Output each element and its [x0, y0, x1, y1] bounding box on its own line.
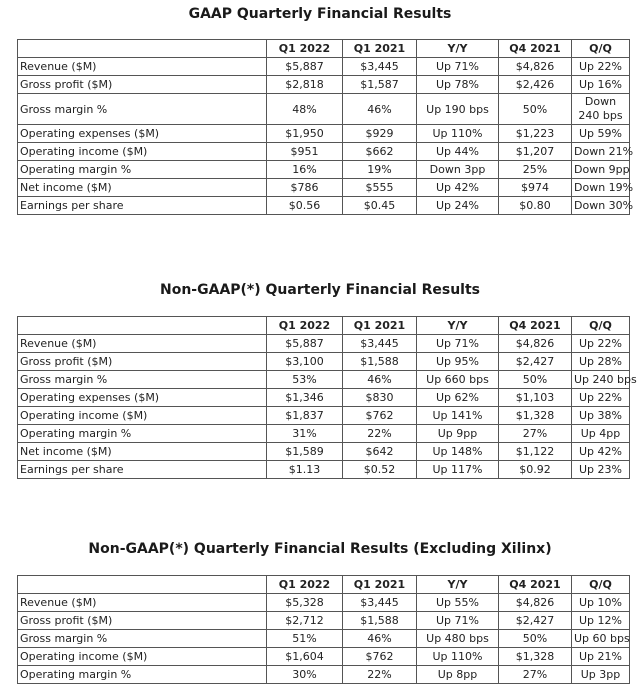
row-label: Earnings per share	[18, 197, 267, 215]
table-cell: Up 110%	[417, 648, 499, 666]
row-label: Operating expenses ($M)	[18, 125, 267, 143]
table-row	[18, 197, 630, 215]
table-cell: Up 22%	[572, 335, 630, 353]
table-cell: $0.45	[343, 197, 417, 215]
table-cell: $1,223	[499, 125, 572, 143]
table-cell: 27%	[499, 425, 572, 443]
gaap-section-title: GAAP Quarterly Financial Results	[188, 6, 452, 22]
table-header-row	[18, 317, 630, 335]
column-header: Q1 2022	[267, 576, 343, 594]
column-header: Q1 2022	[267, 317, 343, 335]
column-header: Q/Q	[572, 40, 630, 58]
table-cell: Up 3pp	[572, 666, 630, 684]
row-label: Operating margin %	[18, 666, 267, 684]
column-header: Q4 2021	[499, 576, 572, 594]
column-header: Q/Q	[572, 317, 630, 335]
table-cell: 50%	[499, 630, 572, 648]
table-cell: Up 71%	[417, 612, 499, 630]
row-label: Operating income ($M)	[18, 648, 267, 666]
table-cell: $4,826	[499, 594, 572, 612]
table-cell: $2,818	[267, 76, 343, 94]
row-label: Revenue ($M)	[18, 58, 267, 76]
table-cell: Up 16%	[572, 76, 630, 94]
table-cell: $1,103	[499, 389, 572, 407]
table-row	[18, 161, 630, 179]
table-cell: $974	[499, 179, 572, 197]
row-label: Net income ($M)	[18, 179, 267, 197]
column-header: Q1 2021	[343, 317, 417, 335]
gaap-results-table	[17, 39, 634, 215]
table-row	[18, 612, 630, 630]
non-gaap-excl-xilinx-section-title: Non-GAAP(*) Quarterly Financial Results (Excluding Xilinx)	[88, 541, 552, 557]
table-cell: Up 71%	[417, 335, 499, 353]
table-cell: $3,445	[343, 594, 417, 612]
table-cell: $762	[343, 407, 417, 425]
row-label: Revenue ($M)	[18, 335, 267, 353]
table-cell: Up 190 bps	[417, 94, 499, 125]
table-cell: $1,950	[267, 125, 343, 143]
column-header	[18, 40, 267, 58]
table-cell: Up 42%	[417, 179, 499, 197]
table-row	[18, 389, 630, 407]
table-cell: Down 30%	[572, 197, 630, 215]
table-cell: $762	[343, 648, 417, 666]
table-cell: $1.13	[267, 461, 343, 479]
table-cell: Up 9pp	[417, 425, 499, 443]
table-cell: $1,328	[499, 407, 572, 425]
table-cell: Up 78%	[417, 76, 499, 94]
table-cell: $830	[343, 389, 417, 407]
table-cell: $0.92	[499, 461, 572, 479]
row-label: Earnings per share	[18, 461, 267, 479]
table-cell: $1,837	[267, 407, 343, 425]
table-cell: Up 12%	[572, 612, 630, 630]
table-cell: $642	[343, 443, 417, 461]
table-cell: 22%	[343, 425, 417, 443]
non-gaap-section-title: Non-GAAP(*) Quarterly Financial Results	[160, 282, 480, 298]
row-label: Operating expenses ($M)	[18, 389, 267, 407]
table-cell: Up 660 bps	[417, 371, 499, 389]
table-cell: Up 10%	[572, 594, 630, 612]
row-label: Gross margin %	[18, 371, 267, 389]
table-cell: 46%	[343, 630, 417, 648]
table-cell: $1,328	[499, 648, 572, 666]
column-header: Q4 2021	[499, 40, 572, 58]
table-cell: $929	[343, 125, 417, 143]
row-label: Operating income ($M)	[18, 407, 267, 425]
column-header	[18, 317, 267, 335]
table-row	[18, 630, 630, 648]
table-cell: Down 21%	[572, 143, 630, 161]
table-row	[18, 179, 630, 197]
table-cell: $786	[267, 179, 343, 197]
table-cell: $1,588	[343, 612, 417, 630]
table-cell: $1,207	[499, 143, 572, 161]
table-cell: $951	[267, 143, 343, 161]
table-cell: Up 55%	[417, 594, 499, 612]
non-gaap-excl-xilinx-results-table	[17, 575, 630, 684]
table-cell: Up 21%	[572, 648, 630, 666]
table-cell: Up 62%	[417, 389, 499, 407]
table-row	[18, 125, 630, 143]
table-row	[18, 143, 630, 161]
row-label: Gross profit ($M)	[18, 76, 267, 94]
column-header: Q1 2022	[267, 40, 343, 58]
table-cell: 53%	[267, 371, 343, 389]
table-cell: $4,826	[499, 335, 572, 353]
row-label: Operating margin %	[18, 425, 267, 443]
table-cell: Up 44%	[417, 143, 499, 161]
table-row	[18, 594, 630, 612]
table-cell: Up 24%	[417, 197, 499, 215]
table-cell: $1,588	[343, 353, 417, 371]
table-cell: $5,887	[267, 58, 343, 76]
row-label: Gross profit ($M)	[18, 612, 267, 630]
table-cell: $0.52	[343, 461, 417, 479]
table-cell: 25%	[499, 161, 572, 179]
table-cell: Up 28%	[572, 353, 630, 371]
table-cell: $1,604	[267, 648, 343, 666]
column-header: Y/Y	[417, 40, 499, 58]
table-cell: $1,587	[343, 76, 417, 94]
table-cell: Up 38%	[572, 407, 630, 425]
table-cell: Down 3pp	[417, 161, 499, 179]
table-row	[18, 425, 630, 443]
table-cell: 46%	[343, 371, 417, 389]
table-cell: Up 8pp	[417, 666, 499, 684]
table-cell: $555	[343, 179, 417, 197]
table-cell: 16%	[267, 161, 343, 179]
table-cell: Up 4pp	[572, 425, 630, 443]
table-cell: $1,589	[267, 443, 343, 461]
column-header: Q4 2021	[499, 317, 572, 335]
row-label: Gross margin %	[18, 630, 267, 648]
row-label: Gross margin %	[18, 94, 267, 125]
column-header: Y/Y	[417, 317, 499, 335]
table-cell: $3,445	[343, 58, 417, 76]
table-cell: Up 23%	[572, 461, 630, 479]
table-cell: $3,100	[267, 353, 343, 371]
table-cell: Up 59%	[572, 125, 630, 143]
table-cell: 27%	[499, 666, 572, 684]
table-cell: 30%	[267, 666, 343, 684]
table-row	[18, 94, 630, 125]
table-cell: 48%	[267, 94, 343, 125]
table-row	[18, 407, 630, 425]
table-cell: Up 60 bps	[572, 630, 630, 648]
table-cell: $662	[343, 143, 417, 161]
table-cell: Up 148%	[417, 443, 499, 461]
table-cell: Up 95%	[417, 353, 499, 371]
table-cell: $2,427	[499, 612, 572, 630]
table-cell: Up 141%	[417, 407, 499, 425]
table-cell: $2,426	[499, 76, 572, 94]
row-label: Revenue ($M)	[18, 594, 267, 612]
table-cell: $5,328	[267, 594, 343, 612]
table-row	[18, 353, 630, 371]
table-cell: $0.80	[499, 197, 572, 215]
table-cell: 50%	[499, 371, 572, 389]
table-cell: 22%	[343, 666, 417, 684]
table-header-row	[18, 40, 630, 58]
table-cell: 19%	[343, 161, 417, 179]
table-row	[18, 76, 630, 94]
table-cell: $1,346	[267, 389, 343, 407]
table-cell: 50%	[499, 94, 572, 125]
table-cell: Up 117%	[417, 461, 499, 479]
table-cell: 31%	[267, 425, 343, 443]
table-cell: Up 22%	[572, 58, 630, 76]
row-label: Gross profit ($M)	[18, 353, 267, 371]
row-label: Operating income ($M)	[18, 143, 267, 161]
table-cell: Down 240 bps	[572, 94, 630, 125]
table-cell: $4,826	[499, 58, 572, 76]
table-row	[18, 335, 630, 353]
table-row	[18, 58, 630, 76]
table-cell: Up 42%	[572, 443, 630, 461]
table-cell: 51%	[267, 630, 343, 648]
table-row	[18, 371, 630, 389]
row-label: Net income ($M)	[18, 443, 267, 461]
non-gaap-results-table	[17, 316, 637, 479]
table-row	[18, 461, 630, 479]
column-header: Q/Q	[572, 576, 630, 594]
table-cell: $2,712	[267, 612, 343, 630]
table-cell: $1,122	[499, 443, 572, 461]
table-cell: Up 110%	[417, 125, 499, 143]
table-cell: Up 240 bps	[572, 371, 630, 389]
table-cell: $2,427	[499, 353, 572, 371]
table-cell: Up 480 bps	[417, 630, 499, 648]
row-label: Operating margin %	[18, 161, 267, 179]
table-row	[18, 666, 630, 684]
table-cell: Down 9pp	[572, 161, 630, 179]
table-row	[18, 648, 630, 666]
table-cell: $5,887	[267, 335, 343, 353]
column-header	[18, 576, 267, 594]
table-cell: Up 71%	[417, 58, 499, 76]
table-cell: $0.56	[267, 197, 343, 215]
table-cell: Up 22%	[572, 389, 630, 407]
table-cell: 46%	[343, 94, 417, 125]
column-header: Q1 2021	[343, 576, 417, 594]
table-row	[18, 443, 630, 461]
column-header: Y/Y	[417, 576, 499, 594]
table-cell: $3,445	[343, 335, 417, 353]
column-header: Q1 2021	[343, 40, 417, 58]
table-header-row	[18, 576, 630, 594]
table-cell: Down 19%	[572, 179, 630, 197]
